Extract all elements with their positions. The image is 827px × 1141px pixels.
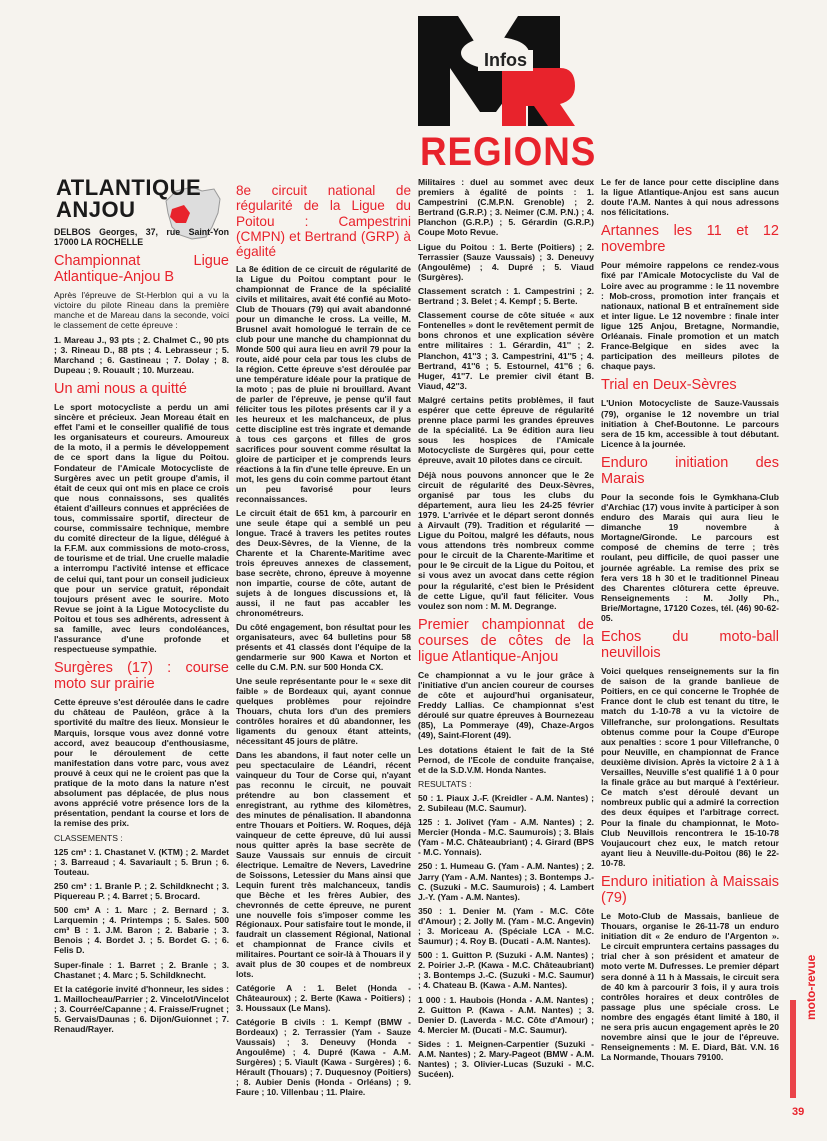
article-paragraph: Sides : 1. Meignen-Carpentier (Suzuki - A.M. Nantes) ; 2. Mary-Pageot (BMW - A.M. Nantes) ; 3. Olivier-Lucas (Suzuki - M.C. Sucéen). (418, 1038, 594, 1080)
article-paragraph: Une seule représentante pour le « sexe dit faible » de Bordeaux qui, ayant connue quelques problèmes pour rejoindre Thouars, chuta lors d'un des premiers contrôles horaires et dû abandonner, les ligaments du genoux étant atteints, nécessitant 45 jours de plâtre. (236, 675, 411, 746)
article-paragraph: Ce championnat a vu le jour grâce à l'initiative d'un ancien coureur de courses de côte et aujourd'hui organisateur, Freddy Lallias. Ce championnat s'est déroulé sur quatre épreuves à Bournezeau (85), La Pommeraye (49), Chaze-Argos (49), Saint-Florent (49). (418, 669, 594, 741)
article-paragraph: Déjà nous pouvons annoncer que le 2e circuit de régularité des Deux-Sèvres, organisé par tous les clubs du département, aura lieu les 24-25 février 1979. L'arrivée et le départ seront donnés à Airvault (79). Tradition et régularité — Ligue du Poitou, malgré les défauts, nous vous attendons très nombreux comme pour le circuit de la Charente-Maritime et pour le 9e circuit de la Ligue du Poitou, et si vous avez un avocat dans cette région pour la régularité, c'est bien le Président de cette Ligue, qu'il faut féliciter. Vous voulez son nom : M. M. Degrange. (418, 469, 594, 611)
article-paragraph: Le fer de lance pour cette discipline dans la ligue Atlantique-Anjou est sans aucun doute l'A.M. Nantes à qui nous adressons nos félicitations. (601, 177, 779, 218)
article-paragraph: 50 : 1. Piaux J.-F. (Kreidler - A.M. Nantes) ; 2. Subileau (M.C. Saumur). (418, 792, 594, 813)
column-3 (418, 177, 594, 1083)
article-heading: Premier championnat de courses de côtes de la ligue Atlantique-Anjou (418, 616, 594, 665)
article-paragraph: 1. Mareau J., 93 pts ; 2. Chalmet C., 90 pts ; 3. Rineau D., 88 pts ; 4. Lebrasseur ; 5. Marchand ; 6. Gastineau ; 7. Dolay ; 8. Dupeau ; 9. Rouault ; 10. Murzeau. (54, 334, 229, 375)
section-title: REGIONS (420, 130, 597, 174)
article-paragraph: RESULTATS : (418, 778, 472, 789)
page-number: 39 (792, 1106, 805, 1118)
article-paragraph: Catégorie B civils : 1. Kempf (BMW - Bordeaux) ; 2. Terrassier (Yam - Sauze Vaussais) ; 3. Deneuvy (Honda - Angoulême) ; 4. Dupré (Kawa - A.M. Surgères) ; 5. Viault (Kawa - Surgères) ; 6. Hérault (Thouars) ; 7. Duquesnoy (Poitiers) ; 8. Aubier Denis (Honda - Orléans) ; 9. Faure ; 10. Villenbau ; 11. Plaire. (236, 1017, 411, 1098)
article-heading: Echos du moto-ball neuvillois (601, 629, 779, 662)
article-heading: 8e circuit national de régularité de la Ligue du Poitou : Campestrini (CMPN) et Bertrand (GRP) à égalité (236, 183, 411, 260)
article-paragraph: Du côté engagement, bon résultat pour les organisateurs, avec 64 bulletins pour 58 présents et 41 classés dont l'équipe de la gendarmerie sur 900 Kawa et Norton et celle du C.M. P.N. sur 500 Honda CX. (236, 621, 411, 672)
article-paragraph: Super-finale : 1. Barret ; 2. Branle ; 3. Chastanet ; 4. Marc ; 5. Schildknecht. (54, 959, 229, 980)
magazine-name: moto-revue (804, 954, 818, 1020)
article-paragraph: Catégorie A : 1. Belet (Honda - Châteauroux) ; 2. Berte (Kawa - Poitiers) ; 3. Houssaux (Le Mans). (236, 983, 411, 1014)
column-4 (601, 177, 779, 1066)
article-heading: Enduro initiation à Maissais (79) (601, 873, 779, 906)
article-paragraph: Malgré certains petits problèmes, il faut espérer que cette épreuve de régularité prenne place parmi les grandes épreuves de la spécialité. La 9e édition aura lieu sous les hospices de l'Amicale Motocycliste de Surgères qui, pour cette épreuve, avait 10 pilotes dans ce circuit. (418, 394, 594, 466)
logo-infos-word: Infos (478, 50, 533, 71)
column-2 (236, 177, 411, 1101)
article-heading: Championnat Ligue Atlantique-Anjou B (54, 253, 229, 286)
article-paragraph: 250 cm³ : 1. Branle P. ; 2. Schildknecht ; 3. Piquereau P. ; 4. Barret ; 5. Brocard. (54, 880, 229, 901)
article-paragraph: Militaires : duel au sommet avec deux premiers à égalité de points : 1. Campestrini (C.M.P.N. Grenoble) ; 2. Bertrand (G.R.P.) ; 3. Neimer (C.M. P.N.) ; 4. Planchon (G.R.P.) ; 5. Gérardin (G.R.P.) Coupe Moto Revue. (418, 177, 594, 238)
article-heading: Artannes les 11 et 12 novembre (601, 223, 779, 256)
article-paragraph: Le Moto-Club de Massais, banlieue de Thouars, organise le 26-11-78 un enduro initiation dit « 2e enduro de l'Argenton ». Le circuit empruntera certains passages du trial cher à son président et amateur de moto verte M. Dufresses. Le premier départ sera donné à 11 h à Massais, le circuit sera de 40 km à parcourir 3 fois, il y aura trois contrôles horaires et deux contrôles de passage plus une spéciale cross. Le nombre des engagés étant limité à 180, il ne sera pris aucun engagement après le 20 novembre ainsi que le jour de l'épreuve. Renseignements : M. E. Diard, Bât. V.N. 16 La Normande, Thouars 79100. (601, 910, 779, 1063)
article-paragraph: 1 000 : 1. Haubois (Honda - A.M. Nantes) ; 2. Guitton P. (Kawa - A.M. Nantes) ; 3. Denier D. (Laverda - M.C. Côte d'Amour) ; 4. Mercier M. (Ducati - M.C. Saumur). (418, 994, 594, 1035)
article-paragraph: 350 : 1. Denier M. (Yam - M.C. Côte d'Amour) ; 2. Jolly M. (Yam - M.C. Angevin) ; 3. Moriceau A. (Spéciale LCA - M.C. Saumur) ; 4. Roy B. (Ducati - A.M. Nantes). (418, 905, 594, 947)
correspondent-address: DELBOS Georges, 37, rue Saint-Yon 17000 LA ROCHELLE (54, 227, 229, 248)
region-title: ATLANTIQUE ANJOU (56, 175, 202, 222)
column-1 (54, 177, 229, 1038)
article-paragraph: Voici quelques renseignements sur la fin de saison de la grande banlieue de Poitiers, en ce qui concerne le Trophée de France dont le club est tenant du titre, le match du 1-10-78 a vu la victoire de Villefranche, sur prolongations. Resultats obtenus comme pour la Coupe d'Europe aux penalties : score 1 pour Villefranche, 0 pour Neuville, en championnat de France deuxième division. Après la victoire 2 à 1 à Versailles, Neuville s'est qualifié 1 à 0 pour la finale grâce au but marqué à l'extérieur. Ce match s'est déroulé devant un nombreux public qui a admiré la correction des deux équipes et l'arbitrage correct. Pour la finale du championnat, le Moto-Club Neuvillois rencontrera le 15-10-78 Voujaucourt chez eux, le match retour ayant lieu à Neuville-du-Poitou (86) le 22-10-78. (601, 666, 779, 868)
article-paragraph: CLASSEMENTS : (54, 832, 123, 843)
article-paragraph: 125 : 1. Jolivet (Yam - A.M. Nantes) ; 2. Mercier (Honda - M.C. Saumurois) ; 3. Blais (Yam - M.C. Châteaubriant) ; 4. Girard (BPS - M.C. Yonnais). (418, 817, 594, 858)
side-bar (790, 1000, 796, 1098)
article-paragraph: 250 : 1. Humeau G. (Yam - A.M. Nantes) ; 2. Jarry (Yam - A.M. Nantes) ; 3. Bontemps J.-C. (Suzuki - M.C. Saumurois) ; 4. Lambert J.-Y. (Yam - A.M. Nantes). (418, 861, 594, 902)
article-heading: Trial en Deux-Sèvres (601, 377, 737, 394)
article-paragraph: Après l'épreuve de St-Herblon qui a vu la victoire du pilote Rineau dans la première manche et de Mareau dans la seconde, voici le classement de cette épreuve : (54, 290, 229, 331)
article-paragraph: 125 cm³ : 1. Chastanet V. (KTM) ; 2. Mardet ; 3. Barreaud ; 4. Savariault ; 5. Brun ; 6. Touteau. (54, 846, 229, 877)
article-paragraph: Et la catégorie invité d'honneur, les sides : 1. Maillocheau/Parrier ; 2. Vincelot/Vincelot ; 3. Courrée/Capanne ; 4. Fraisse/Frugnet ; 5. Gervais/Daunas ; 6. Dijon/Guionnet ; 7. Renaud/Rayer. (54, 983, 229, 1035)
article-paragraph: 500 cm³ A : 1. Marc ; 2. Bernard ; 3. Larquemin ; 4. Printemps ; 5. Sales. 500 cm³ B : 1. J.M. Baron ; 2. Babarie ; 3. Benois ; 4. Bordet J. ; 5. Bordet G. ; 6. Felis D. (54, 905, 229, 956)
article-paragraph: 500 : 1. Guitton P. (Suzuki - A.M. Nantes) ; 2. Poirier J.-P. (Kawa - M.C. Châteaubriant) ; 3. Bontemps J.-C. (Suzuki - M.C. Saumur) ; 4. Chateau B. (Kawa - A.M. Nantes). (418, 950, 594, 991)
article-heading: Surgères (17) : course moto sur prairie (54, 660, 229, 693)
article-paragraph: Cette épreuve s'est déroulée dans le cadre du château de Pauléon, grâce à la sportivité du maître des lieux. Monsieur le Marquis, lorsque vous avez donné votre accord, avez beaucoup d'enthousiasme, pour le déroulement de cette manifestation dans votre parc, vous avez prouvé à ceux qui ne le croient pas que la pratique de la moto dans la nature n'est absolument pas déplacée, de plus nous avons apprécié votre présence lors de la présentation, pendant la course et lors de la remise des prix. (54, 697, 229, 829)
article-heading: Un ami nous a quitté (54, 380, 187, 397)
article-paragraph: Le sport motocycliste a perdu un ami sincère et précieux. Jean Moreau était en effet l'ami et le conseiller qualifié de tous les organisateurs et coureurs. Amoureux de la moto, il a permis le développement de ce sport dans la ligue du Poitou. Fondateur de l'Amicale Motocycliste de Surgères avec un petit groupe d'amis, il était de ceux qui ont mis en place ce crois que nous connaissons, ses qualités étaient d'ailleurs connues et appréciées de tous, commissaire sportif, directeur de course, commissaire technique, membre du comité directeur de la ligue, délégué à la F.F.M. aux commissions de moto-cross, de tourisme et de trial. Une cruelle maladie a interrompu l'activité intense et efficace de celui qui, tant pour un conseil judicieux que pour un service gratuit, répondait toujours présent avec le sourire. Moto Revue se joint à la Ligue Motocycliste du Poitou et tous ses adhérents, adressent à sa famille, avec leurs condoléances, l'assurance d'une profonde et respectueuse sympathie. (54, 401, 229, 655)
article-paragraph: Pour mémoire rappelons ce rendez-vous fixé par l'Amicale Motocycliste du Val de Loire avec au programme : le 11 novembre : Mob-cross, promotion inter français et nationaux, national B et entraînement side et inter ligue. Le 12 novembre : finale inter ligue 125 Anjou, Bretagne, Normandie, Orléanais. Finale promotion et un match France-Belgique en sides avec la participation des meilleurs pilotes de chaque pays. (601, 260, 779, 372)
article-heading: Enduro initiation des Marais (601, 454, 779, 487)
article-paragraph: Le circuit était de 651 km, à parcourir en une seule étape qui a semblé un peu longue. Tracé à travers les petites routes des Deux-Sèvres, de la Vienne, de la Charente et la Charente-Maritime avec trois épreuves annexes de classement, base secrète, chrono, épreuve à moyenne non impartie, course de côte, autant de sujets à de longues discussions et, là aussi, il ne faut pas accabler les chronométreurs. (236, 508, 411, 618)
article-paragraph: Ligue du Poitou : 1. Berte (Poitiers) ; 2. Terrassier (Sauze Vaussais) ; 3. Deneuvy (Angoulême) ; 4. Dupré ; 5. Viaud (Surgères). (418, 241, 594, 282)
article-paragraph: La 8e édition de ce circuit de régularité de la Ligue du Poitou comptant pour le championnat de France de la spécialité civils et militaires, avait été confié au Moto-Club de Thouars (79) qui avait abandonné pour un dimanche le cross. La veille, M. Brusnel avait homologué le terrain de ce club pour une manche du championnat du Monde 500 qui aura lieu en avril 79 pour la route, aidé pour cela par tous les clubs de la région. Cette épreuve s'est déroulée par une température idéale pour la pratique de la moto ; pas de pluie ni brouillard. Avant de parler de l'épreuve, je pense qu'il faut féliciter tous les pilotes présents car il y a les heureux et les malchanceux, de plus cette discipline est très ingrate et demande à tous ces garçons et filles de gros sacrifices pour souvent comme résultat la gloire de participer et je comprends leurs réactions à la fin d'une telle épreuve. En un mot, les gens du coin comme partout étant un peu favorisé pour leurs reconnaissances. (236, 264, 411, 505)
article-paragraph: Classement course de côte située « aux Fontenelles » dont le revêtement permit de bons chronos et une explication sévère entre militaires : 1. Gérardin, 41'' ; 2. Planchon, 41''3 ; 3. Campestrini, 41''5 ; 4. Bertrand, 41''6 ; 5. Estournel, 41''6 ; 6. Huger, 41''7. Le premier civil étant B. Viaud, 42''3. (418, 310, 594, 391)
article-paragraph: Dans les abandons, il faut noter celle un peu spectaculaire de Léandri, récent vainqueur du Tour de Corse qui, n'ayant pas reconnu le circuit, ne pouvait prétendre au bon classement et enregistrant, au rythme des kilomètres, des minutes de pénalisation. Il abandonna entre Thouars et Poitiers. W. Roques, déjà vainqueur de cette épreuve, dû lui aussi nous quitter après la base secrète de Sauze Vaussais sur ennuis de circuit électrique. Lemaître de Nevers, Lavedrine de Soissons, Letessier du Mans ainsi que Lequin furent très malchanceux, tandis que Bèche et les frères Aubier, des chevronnés de cette épreuve, ne purent une nouvelle fois s'imposer comme les Régionaux. Pour satisfaire tout le monde, il faudrait un classement Régional, National et championnat de France civils et militaires. Pourtant ce soir-là à Thouars il y avait plus de 30 coupes et de nombreux lots. (236, 749, 411, 980)
article-paragraph: Pour la seconde fois le Gymkhana-Club d'Archiac (17) vous invite à participer à son enduro des Marais qui aura lieu le dimanche 19 novembre à Mortagne/Gironde. Le parcours est composé de chemins de terre ; très roulant, peu difficile, de quoi passer une journée agréable. La remise des prix se fera vers 18 h 30 et le traditionnel Pineau des Charentes clôturera cette épreuve. Renseignements : M. Jolly Ph., Brie/Mortagne, 17120 Cozes, tél. (46) 90-62-05. (601, 491, 779, 623)
article-paragraph: Classement scratch : 1. Campestrini ; 2. Bertrand ; 3. Belet ; 4. Kempf ; 5. Berte. (418, 285, 594, 307)
article-paragraph: L'Union Motocycliste de Sauze-Vaussais (79), organise le 12 novembre un trial initiation à Chef-Boutonne. Le parcours sera de 15 km, accessible à tout débutant. Licence à la journée. (601, 398, 779, 449)
article-paragraph: Les dotations étaient le fait de la Sté Pernod, de l'Ecole de conduite française, et de la S.D.V.M. Honda Nantes. (418, 744, 594, 775)
